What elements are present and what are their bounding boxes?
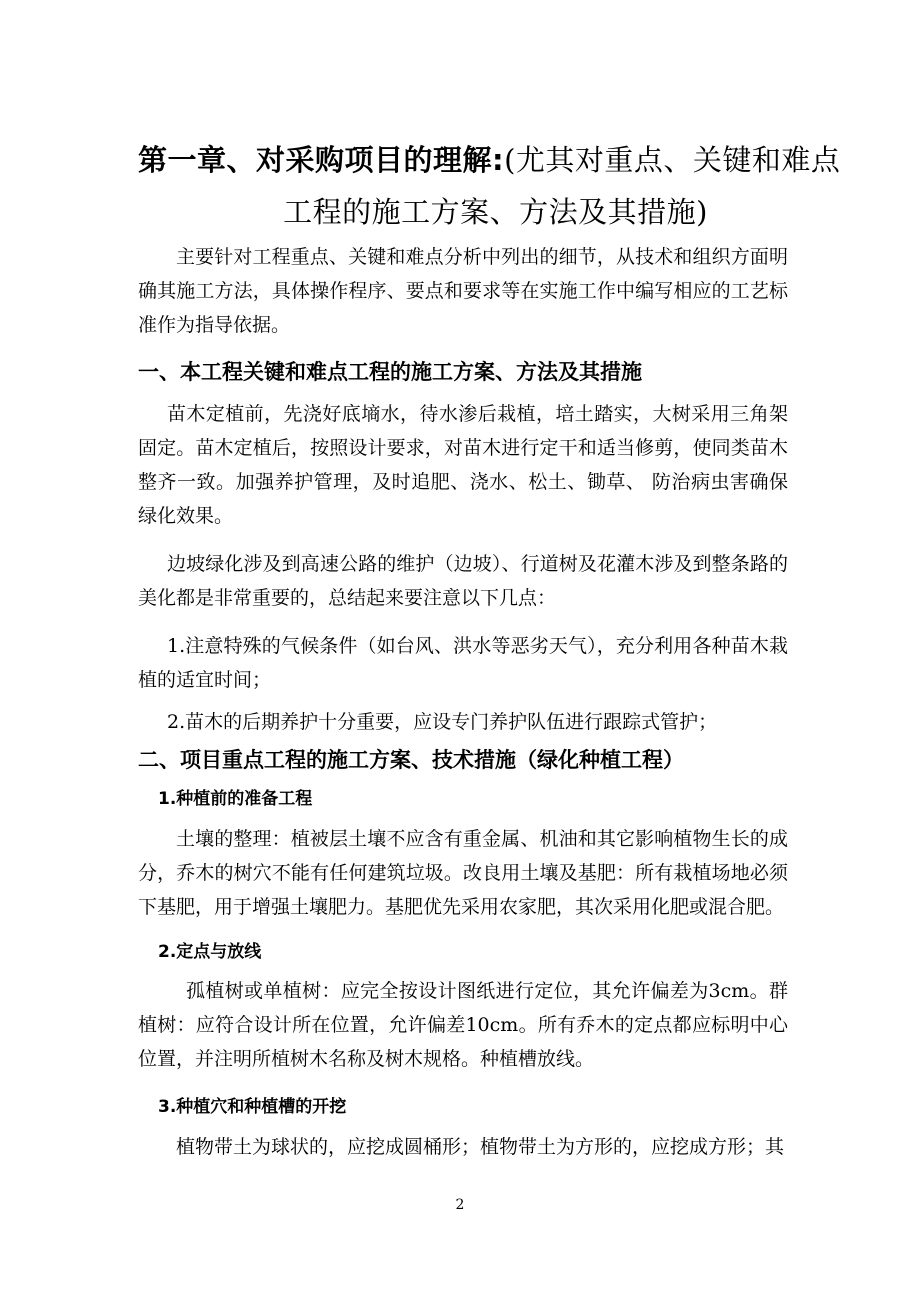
chapter-title-subtitle: (尤其对重点、关键和难点 — [504, 143, 841, 177]
chapter-title-line-1 — [138, 140, 841, 180]
section-1-heading: 一、本工程关键和难点工程的施工方案、方法及其措施 — [138, 360, 642, 384]
section-2-heading: 二、项目重点工程的施工方案、技术措施（绿化种植工程） — [138, 748, 684, 772]
subsection-1-text: 土壤的整理：植被层土壤不应含有重金属、机油和其它影响植物生长的成分，乔木的树穴不能有任何建筑垃圾。改良用土壤及基肥：所有栽植场地必须下基肥，用于增强土壤肥力。基肥优先采用农家肥，其次采用化肥或混合肥。 — [138, 828, 788, 918]
chapter-title-line-2: 工程的施工方案、方法及其措施) — [283, 195, 708, 229]
section-1-paragraph-1: 苗木定植前，先浇好底墒水，待水渗后栽植，培土踏实，大树采用三角架固定。苗木定植后，按照设计要求，对苗木进行定干和适当修剪，使同类苗木整齐一致。加强养护管理，及时追肥、浇水、松土、锄草、 防治病虫害确保绿化效果。 — [138, 403, 788, 527]
subsection-3-heading: 3.种植穴和种植槽的开挖 — [158, 1097, 347, 1117]
subsection-2-text: 孤植树或单植树：应完全按设计图纸进行定位，其允许偏差为3cm。群植树：应符合设计所在位置，允许偏差10cm。所有乔木的定点都应标明中心位置，并注明所植树木名称及树木规格。种植槽放线。 — [138, 980, 788, 1070]
subsection-2-heading: 2.定点与放线 — [158, 942, 262, 962]
section-1-list-item-1: 1.注意特殊的气候条件（如台风、洪水等恶劣天气），充分利用各种苗木栽植的适宜时间； — [138, 635, 788, 691]
page-number: 2 — [455, 1197, 465, 1213]
intro-paragraph: 主要针对工程重点、关键和难点分析中列出的细节，从技术和组织方面明确其施工方法，具体操作程序、要点和要求等在实施工作中编写相应的工艺标准作为指导依据。 — [138, 246, 788, 336]
subsection-3-text: 植物带土为球状的，应挖成圆桶形；植物带土为方形的，应挖成方形；其 — [176, 1136, 785, 1158]
section-1-paragraph-2: 边坡绿化涉及到高速公路的维护（边坡）、行道树及花灌木涉及到整条路的美化都是非常重要的，总结起来要注意以下几点： — [138, 553, 788, 609]
subsection-1-heading: 1.种植前的准备工程 — [158, 789, 313, 809]
chapter-title-main: 第一章、对采购项目的理解: — [138, 143, 505, 177]
section-1-list-item-2: 2.苗木的后期养护十分重要，应设专门养护队伍进行跟踪式管护； — [167, 711, 718, 733]
